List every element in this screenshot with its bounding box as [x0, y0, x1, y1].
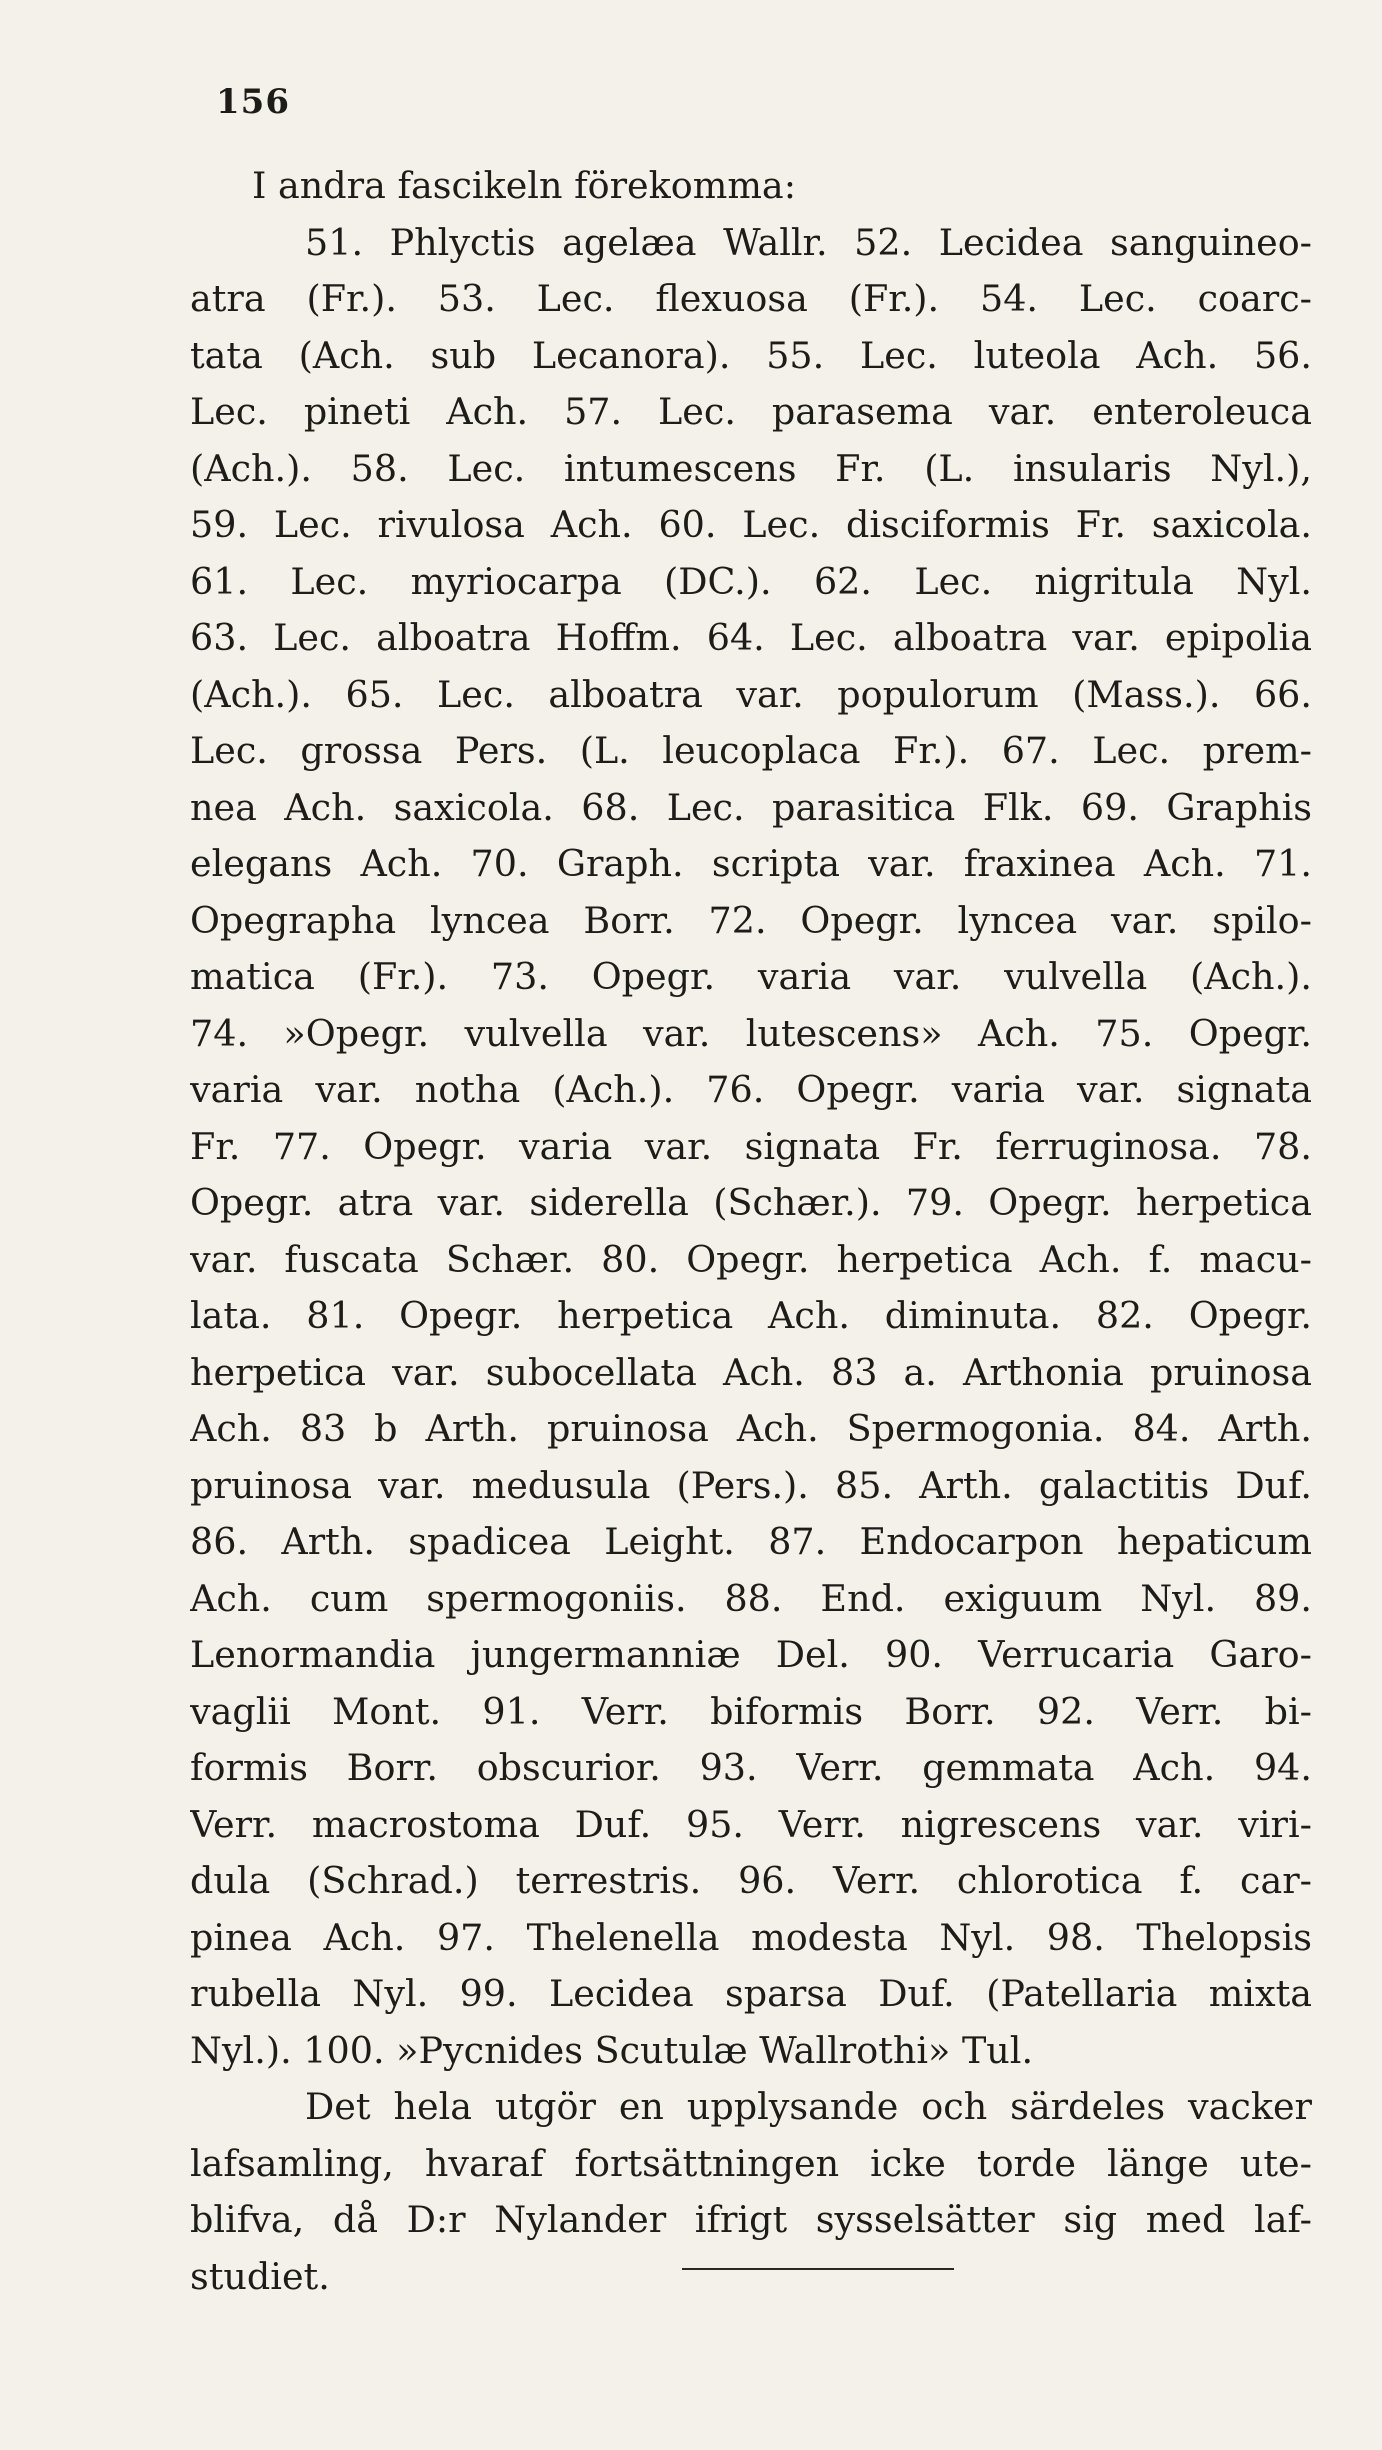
- text-line: 51. Phlyctis agelæa Wallr. 52. Lecidea sanguineo-: [305, 220, 1312, 264]
- text-line: atra (Fr.). 53. Lec. flexuosa (Fr.). 54. Lec. coarc-: [190, 277, 1312, 320]
- text-line: (Ach.). 65. Lec. alboatra var. populorum (Mass.). 66.: [190, 672, 1312, 716]
- text-line: blifva, då D:r Nylander ifrigt sysselsätter sig med laf-: [190, 2198, 1312, 2241]
- body-text: [190, 158, 1312, 2305]
- text-line: Det hela utgör en upplysande och särdeles vacker: [305, 2085, 1312, 2128]
- text-line: Ach. cum spermogoniis. 88. End. exiguum Nyl. 89.: [190, 1576, 1312, 1620]
- text-line: var. fuscata Schær. 80. Opegr. herpetica Ach. f. macu-: [190, 1237, 1312, 1281]
- text-line: pinea Ach. 97. Thelenella modesta Nyl. 98. Thelopsis: [190, 1915, 1312, 1959]
- text-line: Ach. 83 b Arth. pruinosa Ach. Spermogonia. 84. Arth.: [190, 1407, 1312, 1450]
- text-line: Verr. macrostoma Duf. 95. Verr. nigrescens var. viri-: [190, 1802, 1312, 1846]
- text-line: I andra fascikeln förekomma:: [252, 164, 796, 207]
- footer-rule: [682, 2268, 954, 2270]
- text-line: lata. 81. Opegr. herpetica Ach. diminuta. 82. Opegr.: [190, 1294, 1312, 1337]
- text-line: Lenormandia jungermanniæ Del. 90. Verrucaria Garo-: [190, 1633, 1312, 1676]
- text-line: 61. Lec. myriocarpa (DC.). 62. Lec. nigritula Nyl.: [190, 559, 1312, 603]
- text-line: herpetica var. subocellata Ach. 83 a. Arthonia pruinosa: [190, 1350, 1312, 1394]
- text-line: Nyl.). 100. »Pycnides Scutulæ Wallrothi» Tul.: [190, 2028, 1034, 2072]
- text-line: tata (Ach. sub Lecanora). 55. Lec. luteola Ach. 56.: [190, 333, 1312, 377]
- text-line: pruinosa var. medusula (Pers.). 85. Arth. galactitis Duf.: [190, 1463, 1312, 1507]
- text-line: Opegrapha lyncea Borr. 72. Opegr. lyncea var. spilo-: [190, 898, 1312, 942]
- page-number: 156: [216, 82, 290, 122]
- text-line: 63. Lec. alboatra Hoffm. 64. Lec. alboatra var. epipolia: [190, 616, 1312, 659]
- text-line: dula (Schrad.) terrestris. 96. Verr. chlorotica f. car-: [190, 1859, 1312, 1902]
- text-line: Lec. pineti Ach. 57. Lec. parasema var. enteroleuca: [190, 390, 1312, 433]
- text-line: formis Borr. obscurior. 93. Verr. gemmata Ach. 94.: [190, 1746, 1312, 1789]
- text-line: rubella Nyl. 99. Lecidea sparsa Duf. (Patellaria mixta: [190, 1972, 1312, 2015]
- text-line: Opegr. atra var. siderella (Schær.). 79. Opegr. herpetica: [190, 1181, 1312, 1224]
- text-line: varia var. notha (Ach.). 76. Opegr. varia var. signata: [190, 1068, 1312, 1111]
- text-line: matica (Fr.). 73. Opegr. varia var. vulvella (Ach.).: [190, 955, 1312, 998]
- text-line: nea Ach. saxicola. 68. Lec. parasitica Flk. 69. Graphis: [190, 785, 1312, 829]
- text-line: (Ach.). 58. Lec. intumescens Fr. (L. insularis Nyl.),: [190, 446, 1312, 490]
- text-line: elegans Ach. 70. Graph. scripta var. fraxinea Ach. 71.: [190, 842, 1312, 885]
- text-line: vaglii Mont. 91. Verr. biformis Borr. 92. Verr. bi-: [190, 1689, 1312, 1733]
- text-line: studiet.: [190, 2254, 330, 2298]
- text-line: Fr. 77. Opegr. varia var. signata Fr. ferruginosa. 78.: [190, 1124, 1312, 1168]
- text-line: Lec. grossa Pers. (L. leucoplaca Fr.). 67. Lec. prem-: [190, 729, 1312, 772]
- text-line: 59. Lec. rivulosa Ach. 60. Lec. disciformis Fr. saxicola.: [190, 503, 1312, 546]
- text-line: 74. »Opegr. vulvella var. lutescens» Ach. 75. Opegr.: [190, 1011, 1312, 1055]
- text-line: 86. Arth. spadicea Leight. 87. Endocarpon hepaticum: [190, 1520, 1312, 1563]
- text-line: lafsamling, hvaraf fortsättningen icke torde länge ute-: [190, 2141, 1312, 2185]
